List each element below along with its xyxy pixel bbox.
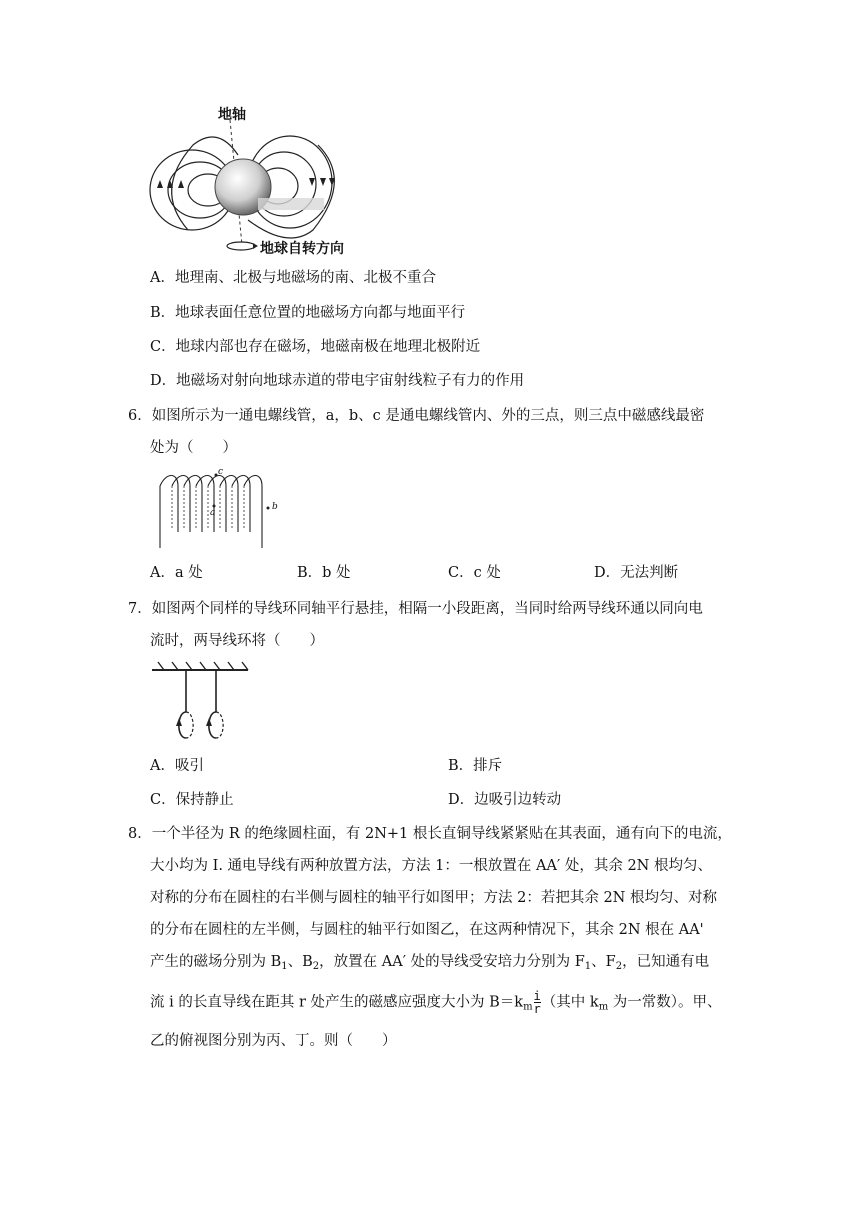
q7-stem-line2: 流时，两导线环将（ ） <box>150 633 324 649</box>
axis-label: 地轴 <box>218 107 246 123</box>
formula-fraction: $\frac{i}{r}$ <box>533 989 541 1016</box>
q5-option-c[interactable]: C．地球内部也存在磁场，地磁南极在地理北极附近 <box>150 339 481 355</box>
q7-option-b[interactable]: B．排斥 <box>448 758 503 774</box>
q8-stem-line5: 产生的磁场分别为 $B_1$、$B_2$，放置在 AA′ 处的导线受安培力分别为 $F_1$、$F_2$，已知通有电 <box>150 954 710 972</box>
q6-stem-line2: 处为（ ） <box>150 440 237 456</box>
q7-option-c[interactable]: C．保持静止 <box>150 792 234 808</box>
q7-option-a[interactable]: A．吸引 <box>150 758 204 774</box>
q6-option-c[interactable]: C．c 处 <box>448 565 501 581</box>
q7-option-d[interactable]: D．边吸引边转动 <box>448 792 562 808</box>
q8-stem-line1: 8．一个半径为 R 的绝缘圆柱面，有 2N+1 根长直铜导线紧紧贴在其表面，通有向下的电流， <box>128 826 732 842</box>
q8-stem-line3: 对称的分布在圆柱的右半侧与圆柱的轴平行如图甲；方法 2：若把其余 2N 根均匀、对称 <box>150 890 717 906</box>
q7-stem-line1: 7．如图两个同样的导线环同轴平行悬挂，相隔一小段距离，当同时给两导线环通以同向电 <box>128 601 703 617</box>
q8-stem-line4: 的分布在圆柱的左半侧，与圆柱的轴平行如图乙，在这两种情况下，其余 2N 根在 AA' <box>150 922 704 938</box>
q6-option-a[interactable]: A．a 处 <box>150 565 203 581</box>
q8-stem-line7: 乙的俯视图分别为丙、丁。则（ ） <box>150 1033 397 1049</box>
q8-stem-line2: 大小均为 I. 通电导线有两种放置方法，方法 1：一根放置在 AA′ 处，其余 2N 根均匀、 <box>150 858 712 874</box>
label-c: c <box>218 467 224 477</box>
earth-field-diagram <box>148 100 368 260</box>
point-b <box>267 507 270 510</box>
solenoid-diagram <box>152 468 282 552</box>
earth-magnetic-field-figure <box>148 100 368 260</box>
solenoid-figure <box>152 468 282 552</box>
rotation-label: 地球自转方向 <box>260 241 344 257</box>
q8-stem-line6: 流 i 的长直导线在距其 r 处产生的磁感应强度大小为 $B=k_m$ $\frac{i}{r}$ （其中 $k_m$ 为一常数）。甲、 <box>150 989 722 1016</box>
q6-option-b[interactable]: B．b 处 <box>297 565 351 581</box>
q5-option-b[interactable]: B．地球表面任意位置的地磁场方向都与地面平行 <box>150 305 466 321</box>
rings-diagram <box>150 660 260 744</box>
label-b: b <box>272 502 278 512</box>
q6-option-d[interactable]: D．无法判断 <box>594 565 679 581</box>
q5-option-d[interactable]: D．地磁场对射向地球赤道的带电宇宙射线粒子有力的作用 <box>150 373 525 389</box>
q5-option-a[interactable]: A．地理南、北极与地磁场的南、北极不重合 <box>150 270 436 286</box>
hanging-rings-figure <box>150 660 260 744</box>
q6-stem-line1: 6．如图所示为一通电螺线管，a，b、c 是通电螺线管内、外的三点，则三点中磁感线最密 <box>128 408 705 424</box>
label-a: a <box>210 508 216 518</box>
